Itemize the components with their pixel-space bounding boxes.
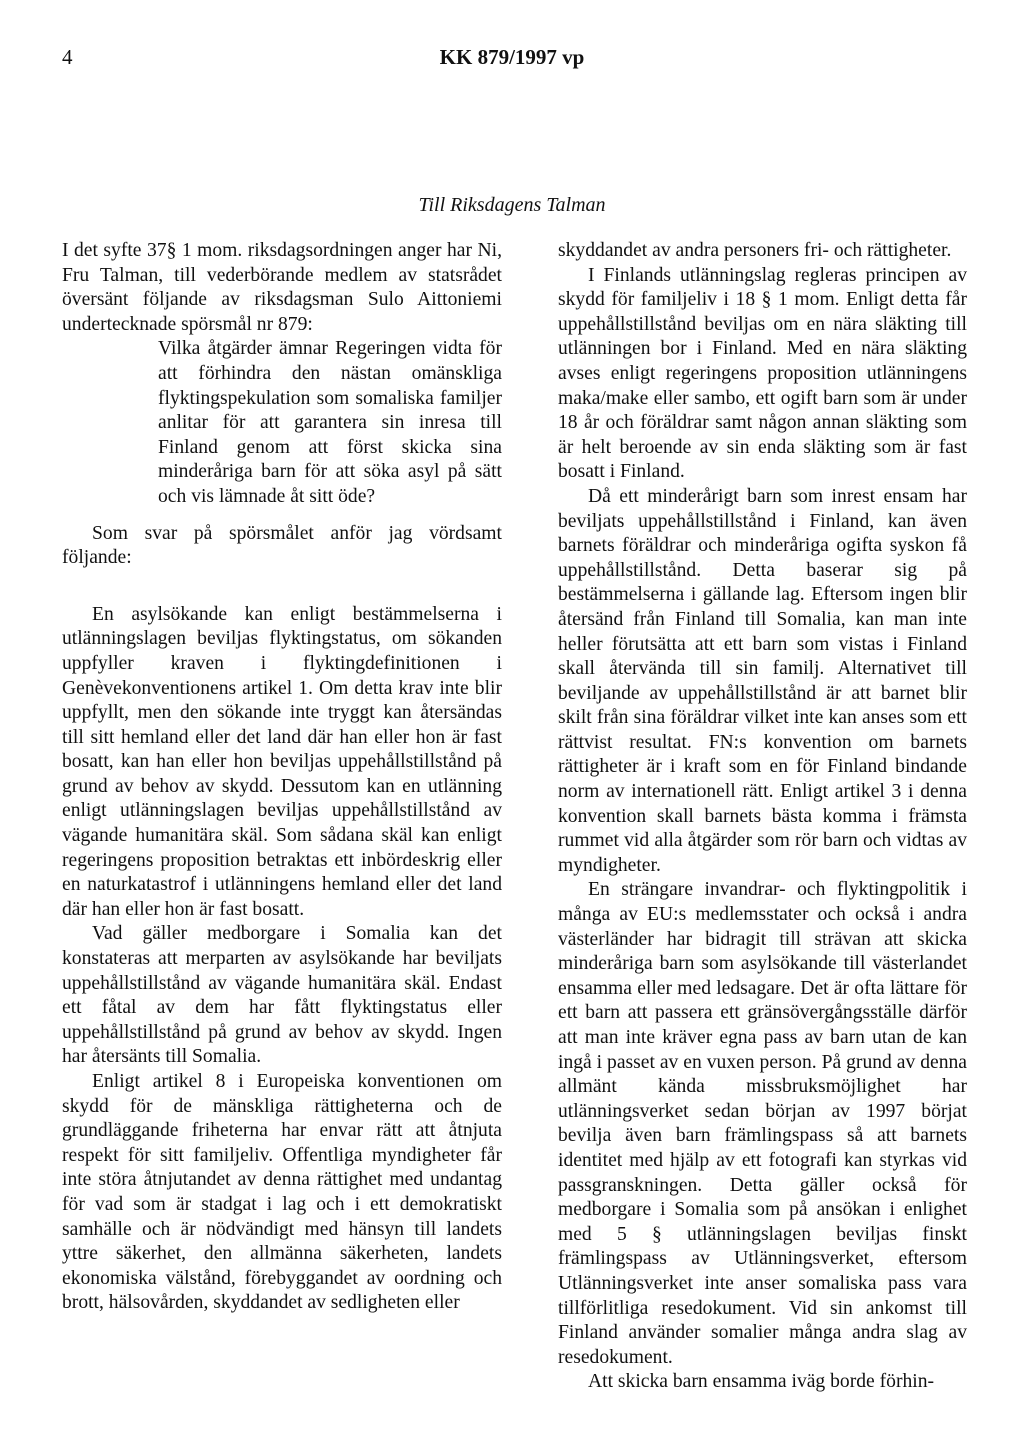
answer-paragraph: Enligt artikel 8 i Europeiska konventionen om skydd för de mänskliga rättigheterna och de grundläggande friheterna har envar rätt att åtnjuta respekt för sitt familjeliv. Offentliga myndigheter får inte störa åtnjutandet av denna rättighet med undantag för vad som är stadgat i lag och i ett demokratiskt samhälle och är nödvändigt med hänsyn till landets yttre säkerhet, den allmänna säkerheten, landets ekonomiska välstånd, förebyggandet av oordning och brott, hälsovården, skyddandet av sedligheten eller — [62, 1071, 502, 1314]
answer-paragraph: Att skicka barn ensamma iväg borde förhin- — [588, 1371, 935, 1393]
addressee-heading: Till Riksdagens Talman — [418, 194, 606, 216]
document-id: KK 879/1997 vp — [439, 45, 585, 69]
left-column — [62, 239, 502, 1316]
intro-paragraph: I det syfte 37§ 1 mom. riksdagsordningen anger har Ni, Fru Talman, till vederbörande medlem av statsrådet översänt följande av riksdagsman Sulo Aittoniemi undertecknade spörsmål nr 879: — [62, 240, 502, 335]
answer-paragraph: skyddandet av andra personers fri- och rättigheter. — [558, 240, 952, 261]
answer-paragraph: En strängare invandrar- och flyktingpolitik i många av EU:s medlemsstater och också i andra västerländer har bidragit till strävan att skicka minderåriga barn som asylsökande till västerlandet ensamma eller med ledsagare. Det är ofta lättare för ett barn att passera ett gränsövergångsställe därför att man inte kräver egna pass av barn utan de kan ingå i passet av en vuxen person. På grund av denna allmänt kända missbruksmöjlighet har utlänningsverket sedan början av 1997 börjat bevilja även barn främlingspass så att barnets identitet med hjälp av ett fotografi kan styrkas vid passgranskningen. Detta gäller också för medborgare i Somalia som på ansökan i enlighet med 5 § utlänningslagen beviljas finskt främlingspass av Utlänningsverket, eftersom Utlänningsverket inte anser somaliska pass vara tillförlitliga resedokument. Vid sin ankomst till Finland använder somalier många andra slag av resedokument. — [558, 879, 967, 1368]
answer-paragraph: I Finlands utlänningslag regleras principen av skydd för familjeliv i 18 § 1 mom. Enligt detta får uppehållstillstånd beviljas om en nära släkting till utlänningen bor i Finland. Med en nära släkting avses enligt regeringens proposition utlänningens maka/make eller sambo, ett ogift barn som är under 18 år och föräldrar samt någon annan släkting som är helt beroende av sin enda släkting som är fast bosatt i Finland. — [558, 264, 967, 483]
answer-paragraph: En asylsökande kan enligt bestämmelserna i utlänningslagen beviljas flyktingstatus, om sökanden uppfyller kraven i flyktingdefinitionen i Genèvekonventionens artikel 1. Om detta krav inte blir uppfyllt, men den sökande inte tryggt kan återsändas till sitt hemland eller det land där han eller hon är fast bosatt, kan han eller hon beviljas uppehållstillstånd på grund av behov av skydd. Dessutom kan en utlänning enligt utlänningslagen beviljas uppehållstillstånd av vägande humanitära skäl. Som sådana skäl kan enligt regeringens proposition betraktas ett inbördeskrig eller en naturkatastrof i utlänningens hemland eller det land där han eller hon är fast bosatt. — [62, 603, 502, 920]
question-paragraph: Vilka åtgärder ämnar Regeringen vidta för att förhindra den nästan omänskliga flyktingspekulation som somaliska familjer anlitar för att garantera sin inresa till Finland genom att först skicka sina minderåriga barn för att söka asyl på sätt och vis lämnade åt sitt öde? — [158, 338, 502, 507]
page-number: 4 — [62, 45, 73, 69]
right-column — [558, 239, 967, 1395]
reply-intro-paragraph: Som svar på spörsmålet anför jag vördsamt följande: — [62, 522, 502, 569]
answer-paragraph: Då ett minderårigt barn som inrest ensam har beviljats uppehållstillstånd i Finland, kan även barnets föräldrar och minderåriga ogifta syskon få uppehållstillstånd. Detta baserar sig på bestämmelserna i gällande lag. Eftersom ingen blir återsänd från Finland till Somalia, kan man inte heller förutsätta att ett barn som vistas i Finland skall återvända till sin familj. Alternativet till beviljande av uppehållstillstånd är att barnet blir skilt från sina föräldrar vilket inte kan anses som ett rättvist resultat. FN:s konvention om barnets rättigheter är i kraft som en för Finland bindande norm av internationell rätt. Enligt artikel 3 i denna konvention skall barnets bästa komma i främsta rummet vid alla åtgärder som rör barn och vidtas av myndigheter. — [558, 485, 967, 876]
answer-paragraph: Vad gäller medborgare i Somalia kan det konstateras att merparten av asylsökande har beviljats uppehållstillstånd av vägande humanitära skäl. Endast ett fåtal av dem har fått flyktingstatus eller uppehållstillstånd på grund av behov av skydd. Ingen har återsänts till Somalia. — [62, 923, 502, 1068]
